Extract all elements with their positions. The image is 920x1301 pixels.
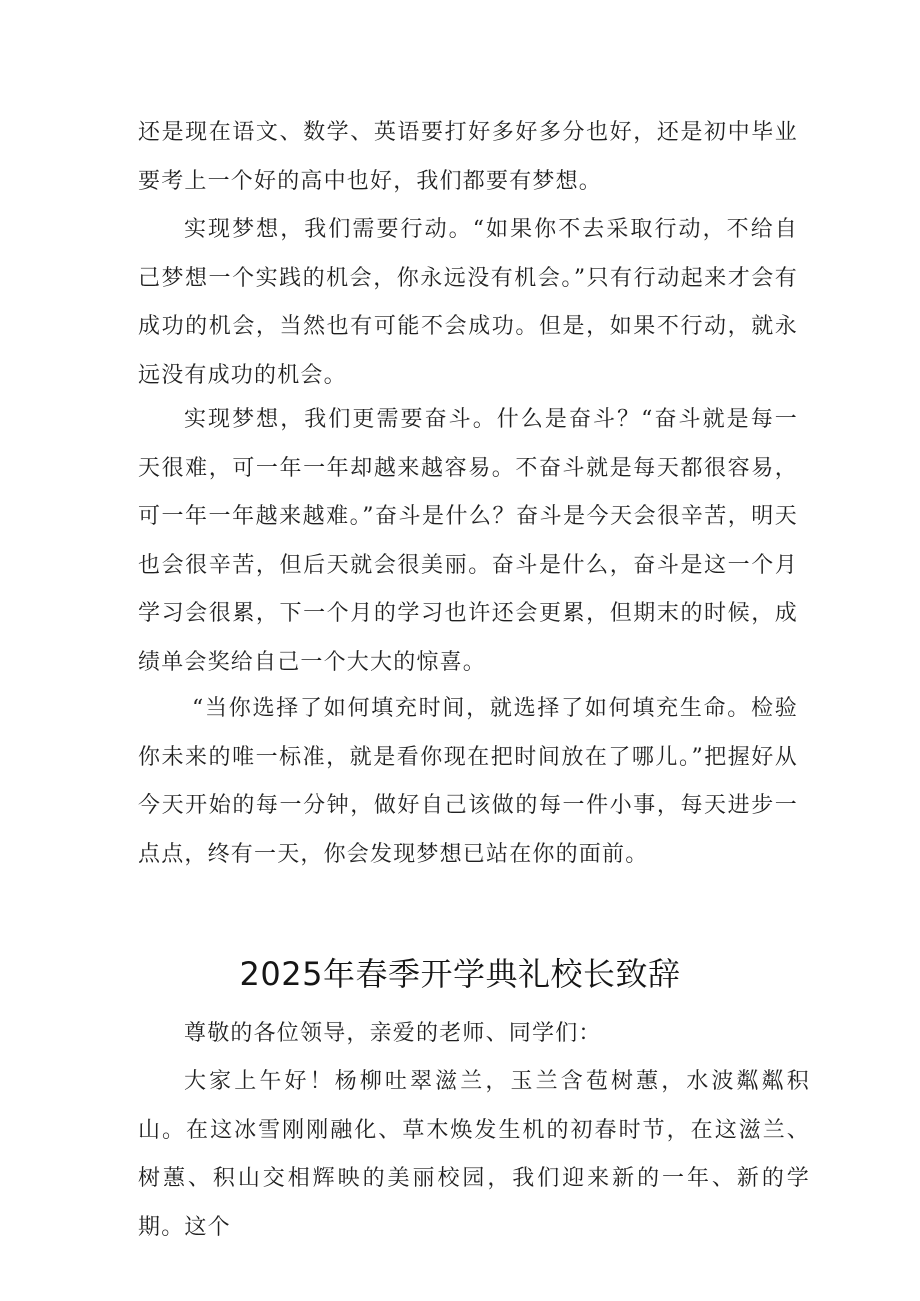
speech-greeting: 尊敬的各位领导，亲爱的老师、同学们： — [184, 1021, 602, 1046]
speech-title: 2025年春季开学典礼校长致辞 — [239, 955, 681, 993]
paragraph-dream-continued: 还是现在语文、数学、英语要打好多好多分也好，还是初中毕业要考上一个好的高中也好，我们都要有梦想。 — [138, 120, 798, 194]
paragraph-action: 实现梦想，我们需要行动。“如果你不去采取行动，不给自己梦想一个实践的机会，你永远没有机会。”只有行动起来才会有成功的机会，当然也有可能不会成功。但是，如果不行动，就永远没有成功的机会。 — [138, 217, 798, 388]
speech-opening: 大家上午好！杨柳吐翠滋兰，玉兰含苞树蕙，水波粼粼积山。在这冰雪刚刚融化、草木焕发生机的初春时节，在这滋兰、树蕙、积山交相辉映的美丽校园，我们迎来新的一年、新的学期。这个 — [138, 1069, 810, 1240]
paragraph-time: “当你选择了如何填充时间，就选择了如何填充生命。检验你未来的唯一标准，就是看你现在把时间放在了哪儿。”把握好从今天开始的每一分钟，做好自己该做的每一件小事，每天进步一点点，终有一天，你会发现梦想已站在你的面前。 — [138, 696, 798, 867]
paragraph-struggle: 实现梦想，我们更需要奋斗。什么是奋斗？“奋斗就是每一天很难，可一年一年却越来越容易。不奋斗就是每天都很容易，可一年一年越来越难。”奋斗是什么？奋斗是今天会很辛苦，明天也会很辛苦，但后天就会很美丽。奋斗是什么，奋斗是这一个月学习会很累，下一个月的学习也许还会更累，但期末的时候，成绩单会奖给自己一个大大的惊喜。 — [138, 407, 798, 675]
